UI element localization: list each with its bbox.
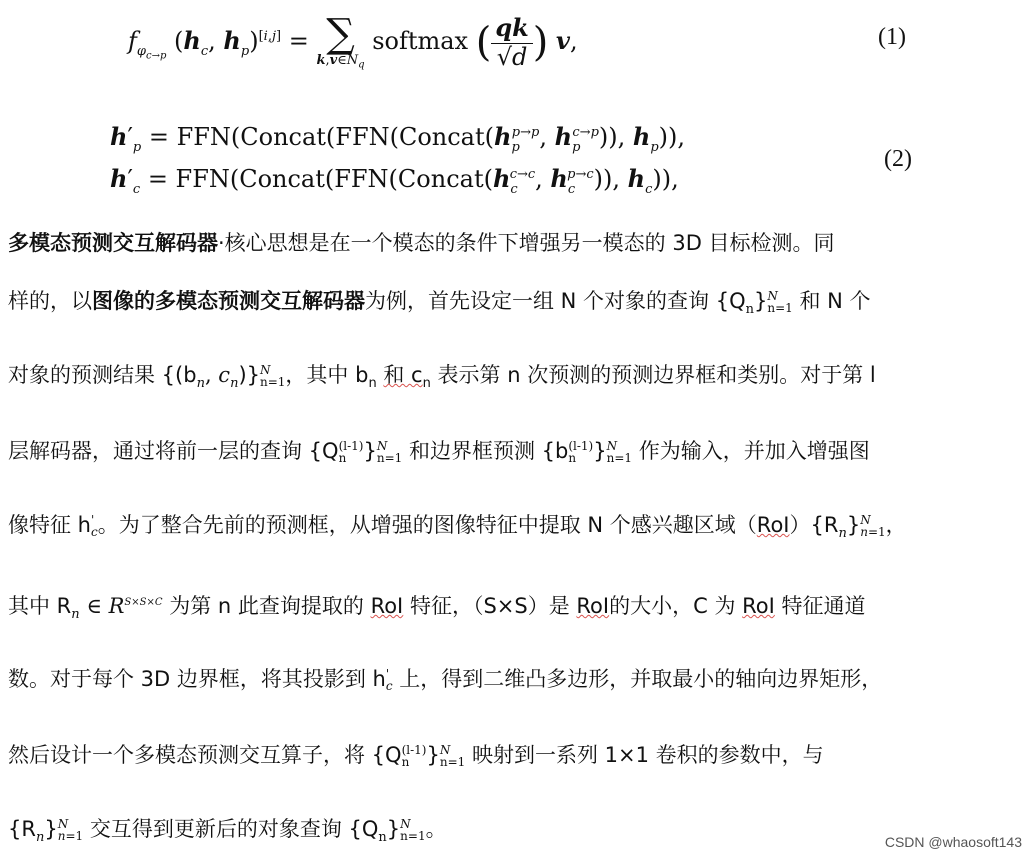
text-span: 。为了整合先前的预测框，从增强的图像特征中提取 N 个感兴趣区域（	[97, 513, 757, 537]
text-span: ，其中 b	[285, 363, 369, 387]
equation-2-number: (2)	[884, 146, 912, 172]
equation-1: $f_{\varphi_{c\to p}}$ ($h_c$, $h_p)[i,j]$ = ∑ $k,v\in N_q$ softmax ( $\frac{qk}{√d}$ ) v,	[128, 11, 578, 71]
text-span: 为第 n 此查询提取的	[169, 594, 364, 618]
paragraph-line-6: 其中 $R_n$ ∈ $R^{S\times S\times C}$ 为第 n 此查询提取的 RoI 特征，（S×S）是 RoI的大小，C 为 RoI 特征通道	[8, 594, 866, 623]
text-span: 样的，以	[8, 289, 92, 313]
text-span: 。	[425, 817, 447, 841]
text-span: 交互得到更新后的对象查询 {Q	[89, 817, 379, 841]
text-span: 其中 R	[8, 594, 72, 618]
text-span: 作为输入，并加入增强图	[638, 439, 870, 463]
paragraph-line-7: 数。对于每个 3D 边界框，将其投影到 h' c 上，得到二维凸多边形，并取最小的轴向边界矩形，	[8, 667, 883, 693]
roi-term: RoI	[756, 513, 790, 537]
roi-term: RoI	[576, 594, 610, 618]
text-span: 对象的预测结果 {(b	[8, 363, 197, 387]
text-span: 和 c	[383, 363, 423, 387]
watermark: CSDN @whaosoft143	[884, 834, 1022, 850]
text-span: 像特征 h	[8, 513, 91, 537]
paragraph-line-8: 然后设计一个多模态预测交互算子，将 {Q(l-1) n }N n=1 映射到一系列 1×1 卷积的参数中，与	[8, 743, 824, 769]
paragraph-line-9: $\{R_n\}N$ n=1 交互得到更新后的对象查询 $\{Q_n\}N$ n=1。	[8, 817, 447, 846]
text-span: 上，得到二维凸多边形，并取最小的轴向边界矩形，	[399, 667, 883, 691]
text-span: 映射到一系列 1×1 卷积的参数中，与	[471, 743, 824, 767]
text-span: 层解码器，通过将前一层的查询 {Q	[8, 439, 339, 463]
text-span: 数。对于每个 3D 边界框，将其投影到 h	[8, 667, 386, 691]
paragraph-line-2: 样的，以图像的多模态预测交互解码器为例，首先设定一组 N 个对象的查询 $\{Q_n\}N$ n=1 和 N 个	[8, 289, 871, 318]
roi-term: RoI	[370, 594, 404, 618]
text-span: {R	[8, 817, 36, 841]
text-span: 和 N 个	[799, 289, 871, 313]
roi-term: RoI	[742, 594, 775, 618]
equation-2b: $h'_c$ = $FFN(Concat(FFN(Concat(h_c^{c\to c}$, $h_c^{p\to c}$)), $h_c$)),	[110, 164, 679, 197]
paragraph-line-5: 像特征 h' c。为了整合先前的预测框，从增强的图像特征中提取 N 个感兴趣区域$(RoI)\{R_n\}N$ n=1，	[8, 513, 907, 542]
paragraph-line-3: 对象的预测结果 {($b_n$, $c_n)\}N$ n=1，其中 $b_n$ 和 $c_n$ 表示第 n 次预测的预测边界框和类别。对于第 l	[8, 363, 876, 392]
text-span: 特征通道	[781, 594, 866, 618]
text-span: 和边界框预测 {b	[408, 439, 569, 463]
equation-1-number: (1)	[878, 24, 906, 50]
text-span: 然后设计一个多模态预测交互算子，将 {Q	[8, 743, 402, 767]
text-span: 为例，首先设定一组 N 个对象的查询 {Q	[365, 289, 746, 313]
text-span: 特征，（S×S）是	[409, 594, 570, 618]
paragraph-line-1	[8, 228, 835, 258]
paragraph-line-4: 层解码器，通过将前一层的查询 {Q(l-1) n }N n=1 和边界框预测 {b(l-1) n }N n=1 作为输入，并加入增强图	[8, 439, 870, 465]
text-span: 的大小，C 为	[609, 594, 736, 618]
text-span: ）{R	[789, 513, 839, 537]
equation-2a: $h'_p$ = $FFN(Concat(FFN(Concat(h_p^{p\to p}$, $h_p^{c\to p}$)), $h_p$)),	[110, 122, 686, 155]
text-span: 表示第 n 次预测的预测边界框和类别。对于第 l	[437, 363, 876, 387]
term-bold: 多模态预测交互解码器	[8, 231, 218, 255]
text-span: ·核心思想是在一个模态的条件下增强另一模态的 3D 目标检测。同	[218, 231, 835, 255]
term-bold: 图像的多模态预测交互解码器	[92, 289, 365, 313]
